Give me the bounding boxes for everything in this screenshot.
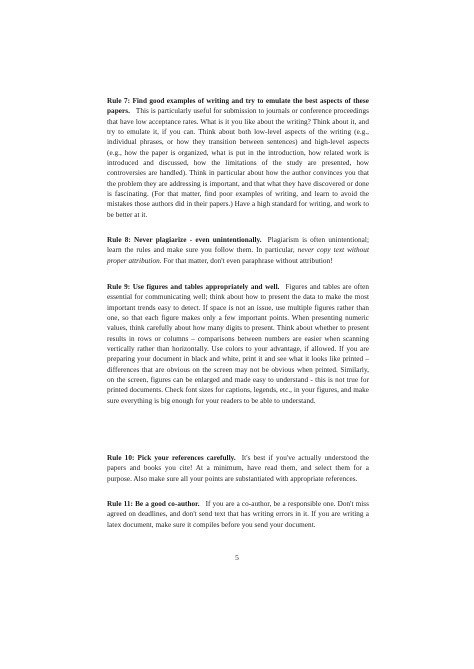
page-number: 5 — [235, 553, 239, 562]
rule-7-paragraph — [107, 96, 369, 220]
rule-10-text: It's best if you've actually understood the papers and books you cite! At a minimum, have read them, and select them for a purpose. Also make sure all your points are substantiated with appropriate references. — [107, 454, 369, 483]
rule-8-emphasis: never copy text without proper attribution. — [107, 246, 369, 265]
rule-10-title: Rule 10: Pick your references carefully. — [107, 454, 236, 462]
rule-10-paragraph — [107, 453, 369, 484]
rule-7-title: Rule 7: Find good examples of writing and try to emulate the best aspects of these papers. — [107, 97, 369, 116]
rule-11-text: If you are a co-author, be a responsible one. Don't miss agreed on deadlines, and don't send text that has writing errors in it. If you are writing a latex document, make sure it compiles before you send your document. — [107, 500, 369, 529]
rule-8-title: Rule 8: Never plagiarize - even unintentionally. — [107, 236, 262, 244]
rule-8-text-part-2: For that matter, don't even paraphrase without attribution! — [161, 256, 333, 265]
rule-9-title: Rule 9: Use figures and tables appropriately and well. — [107, 283, 280, 291]
rule-9-paragraph — [107, 282, 369, 406]
rule-7-text: This is particularly useful for submission to journals or conference proceedings that have low acceptance rates. What is it you like about the writing? Think about it, and try to emulate it, if you can. Think about both low-level aspects of the writing (e.g., individual phrases, or how they transition between sentences) and high-level aspects (e.g., how the paper is organized, what is put in the introduction, how related work is introduced and discussed, how the limitations of the study are presented, how controversies are handled). Think in particular about how the author convinces you that the problem they are addressing is important, and that what they have discovered or done is fascinating. (For that matter, find poor examples of writing, and learn to avoid the mistakes those authors did in their papers.) Have a high standard for writing, and work to be better at it. — [107, 107, 369, 219]
rule-8-text-part-1: Plagiarism is often unintentional; learn the rules and make sure you follow them. In particular, — [107, 236, 369, 255]
rule-11-title: Rule 11: Be a good co-author. — [107, 500, 200, 508]
rule-11-paragraph — [107, 499, 369, 530]
rule-8-paragraph — [107, 235, 369, 266]
rule-9-text: Figures and tables are often essential for communicating well; think about how to present the data to make the most important trends easy to detect. If space is not an issue, use multiple figures rather than one, so that each figure makes only a few important points. When presenting numeric values, think carefully about how many digits to present. Think about whether to present results in rows or columns – comparisons between numbers are easier when scanning vertically rather than horizontally. Use colors to your advantage, if allowed. If you are preparing your document in black and white, print it and see what it looks like printed – differences that are obvious on the screen may not be obvious when printed. Similarly, on the screen, figures can be enlarged and made easy to understand - this is not true for printed documents. Check font sizes for captions, legends, etc., in your figures, and make sure everything is big enough for your readers to be able to understand. — [107, 283, 370, 405]
